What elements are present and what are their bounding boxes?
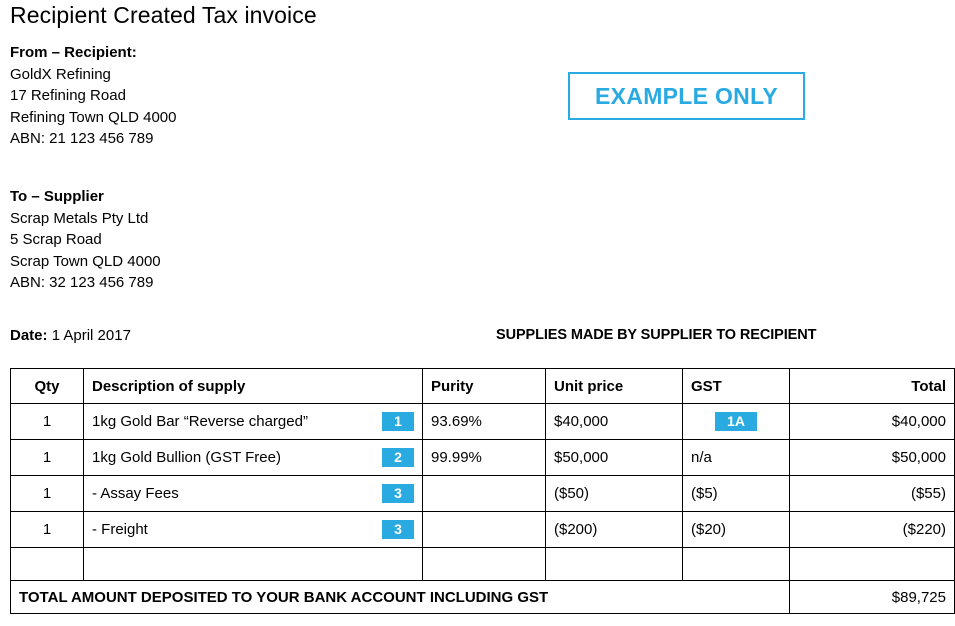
row-purity (423, 476, 546, 512)
total-label: TOTAL AMOUNT DEPOSITED TO YOUR BANK ACCOUNT INCLUDING GST (11, 581, 790, 614)
invoice-date (10, 327, 131, 344)
column-header-description: Description of supply (84, 369, 423, 404)
row-unit-price (546, 548, 683, 581)
from-recipient-line-3: Refining Town QLD 4000 (10, 108, 177, 126)
table-total-row (11, 581, 955, 614)
from-recipient-abn: ABN: 21 123 456 789 (10, 130, 154, 147)
from-recipient-line-1: GoldX Refining (10, 65, 111, 83)
table-row (11, 512, 955, 548)
row-gst: ($20) (683, 512, 790, 548)
row-unit-price: $40,000 (546, 404, 683, 440)
to-supplier-abn: ABN: 32 123 456 789 (10, 274, 154, 291)
row-description (84, 476, 423, 512)
row-total: $40,000 (790, 404, 955, 440)
to-supplier-line-3: Scrap Town QLD 4000 (10, 252, 161, 270)
from-recipient-block (10, 42, 177, 150)
column-header-qty: Qty (11, 369, 84, 404)
row-purity (423, 548, 546, 581)
table-row-empty (11, 548, 955, 581)
row-purity: 99.99% (423, 440, 546, 476)
row-unit-price: $50,000 (546, 440, 683, 476)
to-supplier-line-1: Scrap Metals Pty Ltd (10, 209, 149, 227)
reference-badge: 1 (382, 412, 414, 431)
table-row (11, 404, 955, 440)
row-total: $50,000 (790, 440, 955, 476)
example-only-stamp: EXAMPLE ONLY (568, 72, 805, 120)
row-purity: 93.69% (423, 404, 546, 440)
row-qty: 1 (11, 512, 84, 548)
row-unit-price: ($50) (546, 476, 683, 512)
row-gst (683, 548, 790, 581)
column-header-total: Total (790, 369, 955, 404)
reference-badge: 3 (382, 484, 414, 503)
row-gst (683, 404, 790, 440)
to-supplier-line-2: 5 Scrap Road (10, 231, 102, 248)
column-header-gst: GST (683, 369, 790, 404)
row-description (84, 512, 423, 548)
row-gst: ($5) (683, 476, 790, 512)
from-recipient-label: From – Recipient: (10, 44, 137, 61)
gst-code-badge: 1A (715, 412, 757, 431)
column-header-unit-price: Unit price (546, 369, 683, 404)
invoice-date-value: 1 April 2017 (51, 327, 131, 344)
page-title: Recipient Created Tax invoice (10, 2, 317, 28)
table-header-row (11, 369, 955, 404)
column-header-purity: Purity (423, 369, 546, 404)
row-qty (11, 548, 84, 581)
row-total: ($55) (790, 476, 955, 512)
total-value: $89,725 (790, 581, 955, 614)
row-purity (423, 512, 546, 548)
invoice-date-label: Date: (10, 327, 48, 344)
row-qty: 1 (11, 440, 84, 476)
row-gst: n/a (683, 440, 790, 476)
row-total: ($220) (790, 512, 955, 548)
from-recipient-line-2: 17 Refining Road (10, 87, 126, 104)
row-description (84, 440, 423, 476)
to-supplier-block (10, 186, 161, 294)
row-description-text: 1kg Gold Bullion (GST Free) (92, 449, 281, 466)
row-description-text: - Assay Fees (92, 485, 179, 502)
supplies-heading: SUPPLIES MADE BY SUPPLIER TO RECIPIENT (496, 327, 817, 343)
row-description-text: - Freight (92, 521, 148, 538)
row-description (84, 548, 423, 581)
to-supplier-label: To – Supplier (10, 188, 104, 205)
table-row (11, 476, 955, 512)
row-qty: 1 (11, 476, 84, 512)
table-row (11, 440, 955, 476)
invoice-table (10, 368, 955, 614)
reference-badge: 2 (382, 448, 414, 467)
reference-badge: 3 (382, 520, 414, 539)
row-qty: 1 (11, 404, 84, 440)
row-unit-price: ($200) (546, 512, 683, 548)
row-total (790, 548, 955, 581)
row-description (84, 404, 423, 440)
row-description-text: 1kg Gold Bar “Reverse charged” (92, 413, 308, 430)
